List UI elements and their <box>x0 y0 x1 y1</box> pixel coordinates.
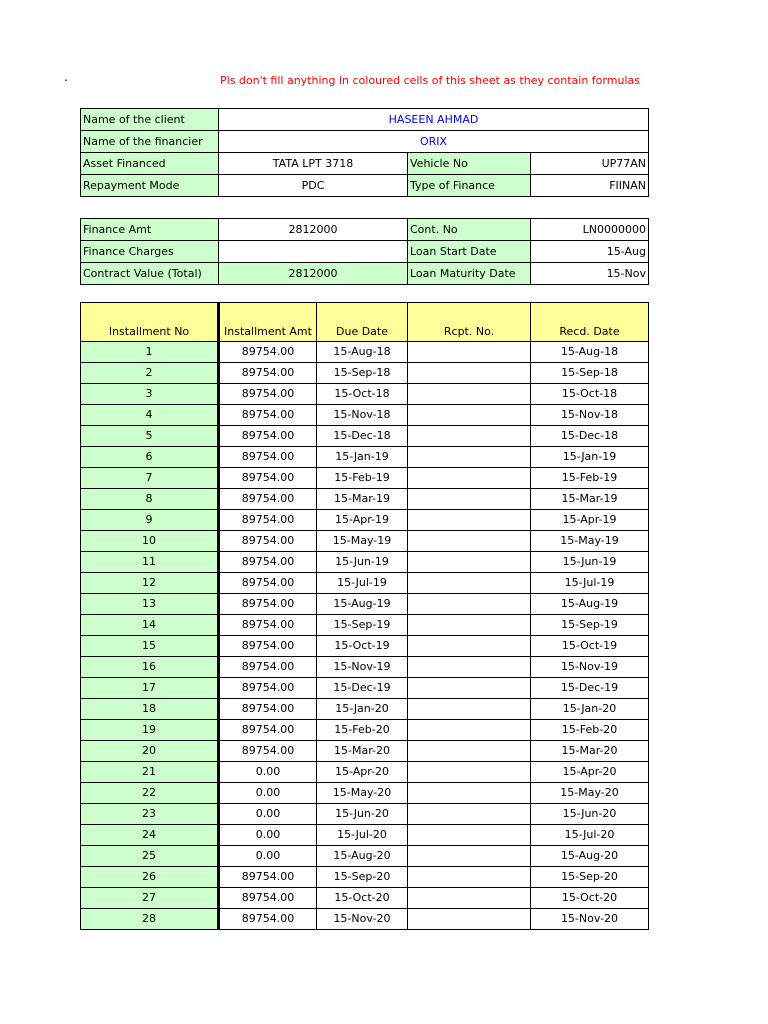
finance-charges-label: Finance Charges <box>81 241 219 263</box>
due-date-cell[interactable]: 15-Mar-20 <box>317 741 408 762</box>
installment-amt-cell[interactable]: 89754.00 <box>219 678 317 699</box>
repayment-row <box>81 175 649 197</box>
header-recd-date: Recd. Date <box>531 303 649 342</box>
repayment-label: Repayment Mode <box>81 175 219 197</box>
rcpt-no-cell[interactable] <box>408 867 531 888</box>
installment-amt-cell[interactable]: 0.00 <box>219 846 317 867</box>
rcpt-no-cell[interactable] <box>408 804 531 825</box>
loan-start-label: Loan Start Date <box>408 241 531 263</box>
loan-maturity-label: Loan Maturity Date <box>408 263 531 285</box>
recd-date-cell[interactable]: 15-Mar-19 <box>531 489 649 510</box>
contract-value-row <box>81 263 649 285</box>
installment-schedule-table <box>80 302 649 930</box>
asset-row <box>81 153 649 175</box>
table-row <box>81 699 649 720</box>
rcpt-no-cell[interactable] <box>408 363 531 384</box>
table-row <box>81 909 649 930</box>
installment-amt-cell[interactable]: 89754.00 <box>219 447 317 468</box>
table-row <box>81 531 649 552</box>
due-date-cell[interactable]: 15-Oct-20 <box>317 888 408 909</box>
installment-no-cell[interactable]: 12 <box>81 573 219 594</box>
recd-date-cell[interactable]: 15-Apr-20 <box>531 762 649 783</box>
recd-date-cell[interactable]: 15-Nov-18 <box>531 405 649 426</box>
recd-date-cell[interactable]: 15-Nov-20 <box>531 909 649 930</box>
table-row <box>81 489 649 510</box>
rcpt-no-cell[interactable] <box>408 657 531 678</box>
installment-no-cell[interactable]: 24 <box>81 825 219 846</box>
installment-amt-cell[interactable]: 89754.00 <box>219 552 317 573</box>
due-date-cell[interactable]: 15-Dec-18 <box>317 426 408 447</box>
installment-amt-cell[interactable]: 0.00 <box>219 825 317 846</box>
rcpt-no-cell[interactable] <box>408 615 531 636</box>
rcpt-no-cell[interactable] <box>408 846 531 867</box>
table-row <box>81 804 649 825</box>
installment-no-cell[interactable]: 28 <box>81 909 219 930</box>
due-date-cell[interactable]: 15-Jan-20 <box>317 699 408 720</box>
recd-date-cell[interactable]: 15-May-19 <box>531 531 649 552</box>
installment-amt-cell[interactable]: 89754.00 <box>219 741 317 762</box>
table-row <box>81 510 649 531</box>
recd-date-cell[interactable]: 15-Jan-19 <box>531 447 649 468</box>
due-date-cell[interactable]: 15-Dec-19 <box>317 678 408 699</box>
due-date-cell[interactable]: 15-Jul-19 <box>317 573 408 594</box>
rcpt-no-cell[interactable] <box>408 552 531 573</box>
installment-amt-cell[interactable]: 89754.00 <box>219 594 317 615</box>
installment-amt-cell[interactable]: 89754.00 <box>219 468 317 489</box>
recd-date-cell[interactable]: 15-Feb-19 <box>531 468 649 489</box>
recd-date-cell[interactable]: 15-Apr-19 <box>531 510 649 531</box>
recd-date-cell[interactable]: 15-Oct-18 <box>531 384 649 405</box>
due-date-cell[interactable]: 15-Aug-19 <box>317 594 408 615</box>
table-row <box>81 468 649 489</box>
rcpt-no-cell[interactable] <box>408 468 531 489</box>
rcpt-no-cell[interactable] <box>408 447 531 468</box>
recd-date-cell[interactable]: 15-May-20 <box>531 783 649 804</box>
table-row <box>81 762 649 783</box>
finance-summary-table <box>80 218 649 285</box>
client-row <box>81 109 649 131</box>
recd-date-cell[interactable]: 15-Oct-20 <box>531 888 649 909</box>
installment-no-cell[interactable]: 7 <box>81 468 219 489</box>
due-date-cell[interactable]: 15-Feb-19 <box>317 468 408 489</box>
installment-no-cell[interactable]: 4 <box>81 405 219 426</box>
recd-date-cell[interactable]: 15-Mar-20 <box>531 741 649 762</box>
contract-value-label: Contract Value (Total) <box>81 263 219 285</box>
rcpt-no-cell[interactable] <box>408 678 531 699</box>
installment-no-cell[interactable]: 15 <box>81 636 219 657</box>
installment-amt-cell[interactable]: 89754.00 <box>219 888 317 909</box>
rcpt-no-cell[interactable] <box>408 531 531 552</box>
installment-no-cell[interactable]: 21 <box>81 762 219 783</box>
due-date-cell[interactable]: 15-Mar-19 <box>317 489 408 510</box>
loan-maturity-value-cell[interactable]: 15-Nov <box>531 263 649 285</box>
due-date-cell[interactable]: 15-May-20 <box>317 783 408 804</box>
due-date-cell[interactable]: 15-Jun-20 <box>317 804 408 825</box>
table-row <box>81 447 649 468</box>
installment-amt-cell[interactable]: 89754.00 <box>219 384 317 405</box>
recd-date-cell[interactable]: 15-Dec-19 <box>531 678 649 699</box>
finance-amt-value-cell[interactable]: 2812000 <box>219 219 408 241</box>
installment-no-cell[interactable]: 2 <box>81 363 219 384</box>
installment-no-cell[interactable]: 8 <box>81 489 219 510</box>
rcpt-no-cell[interactable] <box>408 384 531 405</box>
recd-date-cell[interactable]: 15-Jul-20 <box>531 825 649 846</box>
installment-no-cell[interactable]: 3 <box>81 384 219 405</box>
header-rcpt-no: Rcpt. No. <box>408 303 531 342</box>
table-row <box>81 573 649 594</box>
loan-start-value-cell[interactable]: 15-Aug <box>531 241 649 263</box>
installment-no-cell[interactable]: 5 <box>81 426 219 447</box>
due-date-cell[interactable]: 15-Apr-19 <box>317 510 408 531</box>
table-row <box>81 363 649 384</box>
recd-date-cell[interactable]: 15-Jan-20 <box>531 699 649 720</box>
recd-date-cell[interactable]: 15-Oct-19 <box>531 636 649 657</box>
installment-no-cell[interactable]: 17 <box>81 678 219 699</box>
rcpt-no-cell[interactable] <box>408 342 531 363</box>
rcpt-no-cell[interactable] <box>408 594 531 615</box>
due-date-cell[interactable]: 15-Sep-18 <box>317 363 408 384</box>
installment-amt-cell[interactable]: 89754.00 <box>219 531 317 552</box>
rcpt-no-cell[interactable] <box>408 699 531 720</box>
recd-date-cell[interactable]: 15-Nov-19 <box>531 657 649 678</box>
installment-amt-cell[interactable]: 89754.00 <box>219 489 317 510</box>
installment-amt-cell[interactable]: 89754.00 <box>219 363 317 384</box>
rcpt-no-cell[interactable] <box>408 510 531 531</box>
contract-no-label: Cont. No <box>408 219 531 241</box>
installment-no-cell[interactable]: 19 <box>81 720 219 741</box>
table-row <box>81 783 649 804</box>
contract-no-value-cell[interactable]: LN0000000 <box>531 219 649 241</box>
rcpt-no-cell[interactable] <box>408 426 531 447</box>
table-row <box>81 720 649 741</box>
finance-charges-value-cell[interactable] <box>219 241 408 263</box>
due-date-cell[interactable]: 15-Sep-19 <box>317 615 408 636</box>
due-date-cell[interactable]: 15-Oct-19 <box>317 636 408 657</box>
rcpt-no-cell[interactable] <box>408 636 531 657</box>
due-date-cell[interactable]: 15-Nov-20 <box>317 909 408 930</box>
table-row <box>81 615 649 636</box>
installment-amt-cell[interactable]: 89754.00 <box>219 720 317 741</box>
installment-amt-cell[interactable]: 89754.00 <box>219 909 317 930</box>
finance-charges-row <box>81 241 649 263</box>
installment-no-cell[interactable]: 14 <box>81 615 219 636</box>
schedule-header-row <box>81 303 649 342</box>
table-row <box>81 741 649 762</box>
recd-date-cell[interactable]: 15-Dec-18 <box>531 426 649 447</box>
installment-amt-cell[interactable]: 89754.00 <box>219 573 317 594</box>
financier-row <box>81 131 649 153</box>
finance-type-label: Type of Finance <box>408 175 531 197</box>
due-date-cell[interactable]: 15-Apr-20 <box>317 762 408 783</box>
table-row <box>81 867 649 888</box>
rcpt-no-cell[interactable] <box>408 573 531 594</box>
rcpt-no-cell[interactable] <box>408 405 531 426</box>
recd-date-cell[interactable]: 15-Jul-19 <box>531 573 649 594</box>
finance-amt-label: Finance Amt <box>81 219 219 241</box>
client-label: Name of the client <box>81 109 219 131</box>
installment-amt-cell[interactable]: 0.00 <box>219 804 317 825</box>
installment-no-cell[interactable]: 16 <box>81 657 219 678</box>
installment-amt-cell[interactable]: 89754.00 <box>219 342 317 363</box>
recd-date-cell[interactable]: 15-Sep-20 <box>531 867 649 888</box>
installment-no-cell[interactable]: 18 <box>81 699 219 720</box>
header-installment-amt: Installment Amt <box>219 303 317 342</box>
installment-no-cell[interactable]: 1 <box>81 342 219 363</box>
rcpt-no-cell[interactable] <box>408 720 531 741</box>
formula-warning-notice: Pls don't fill anything in coloured cells of this sheet as they contain formulas <box>220 74 640 87</box>
table-row <box>81 888 649 909</box>
rcpt-no-cell[interactable] <box>408 909 531 930</box>
header-installment-no: Installment No <box>81 303 219 342</box>
table-row <box>81 846 649 867</box>
table-row <box>81 342 649 363</box>
table-row <box>81 552 649 573</box>
rcpt-no-cell[interactable] <box>408 489 531 510</box>
rcpt-no-cell[interactable] <box>408 888 531 909</box>
installment-amt-cell[interactable]: 89754.00 <box>219 657 317 678</box>
due-date-cell[interactable]: 15-Aug-18 <box>317 342 408 363</box>
installment-no-cell[interactable]: 26 <box>81 867 219 888</box>
installment-amt-cell[interactable]: 89754.00 <box>219 636 317 657</box>
header-due-date: Due Date <box>317 303 408 342</box>
due-date-cell[interactable]: 15-Oct-18 <box>317 384 408 405</box>
table-row <box>81 825 649 846</box>
vehicle-label: Vehicle No <box>408 153 531 175</box>
finance-type-value-cell[interactable]: FIINAN <box>531 175 649 197</box>
recd-date-cell[interactable]: 15-Aug-18 <box>531 342 649 363</box>
client-info-table <box>80 108 649 197</box>
rcpt-no-cell[interactable] <box>408 741 531 762</box>
table-row <box>81 405 649 426</box>
table-row <box>81 657 649 678</box>
table-row <box>81 384 649 405</box>
installment-amt-cell[interactable]: 89754.00 <box>219 405 317 426</box>
installment-no-cell[interactable]: 27 <box>81 888 219 909</box>
installment-no-cell[interactable]: 20 <box>81 741 219 762</box>
client-value-cell[interactable]: HASEEN AHMAD <box>219 109 649 131</box>
installment-amt-cell[interactable]: 0.00 <box>219 783 317 804</box>
financier-label: Name of the financier <box>81 131 219 153</box>
table-row <box>81 594 649 615</box>
due-date-cell[interactable]: 15-May-19 <box>317 531 408 552</box>
installment-amt-cell[interactable]: 0.00 <box>219 762 317 783</box>
recd-date-cell[interactable]: 15-Sep-18 <box>531 363 649 384</box>
financier-value-cell[interactable]: ORIX <box>219 131 649 153</box>
due-date-cell[interactable]: 15-Feb-20 <box>317 720 408 741</box>
installment-amt-cell[interactable]: 89754.00 <box>219 615 317 636</box>
installment-no-cell[interactable]: 23 <box>81 804 219 825</box>
installment-amt-cell[interactable]: 89754.00 <box>219 510 317 531</box>
recd-date-cell[interactable]: 15-Jun-20 <box>531 804 649 825</box>
due-date-cell[interactable]: 15-Jul-20 <box>317 825 408 846</box>
recd-date-cell[interactable]: 15-Jun-19 <box>531 552 649 573</box>
installment-no-cell[interactable]: 9 <box>81 510 219 531</box>
recd-date-cell[interactable]: 15-Sep-19 <box>531 615 649 636</box>
recd-date-cell[interactable]: 15-Feb-20 <box>531 720 649 741</box>
due-date-cell[interactable]: 15-Nov-18 <box>317 405 408 426</box>
table-row <box>81 636 649 657</box>
installment-no-cell[interactable]: 10 <box>81 531 219 552</box>
due-date-cell[interactable]: 15-Nov-19 <box>317 657 408 678</box>
installment-no-cell[interactable]: 25 <box>81 846 219 867</box>
recd-date-cell[interactable]: 15-Aug-19 <box>531 594 649 615</box>
table-row <box>81 678 649 699</box>
asset-value-cell[interactable]: TATA LPT 3718 <box>219 153 408 175</box>
recd-date-cell[interactable]: 15-Aug-20 <box>531 846 649 867</box>
stray-mark: . <box>64 70 68 84</box>
asset-label: Asset Financed <box>81 153 219 175</box>
installment-amt-cell[interactable]: 89754.00 <box>219 426 317 447</box>
schedule-body <box>81 342 649 930</box>
vehicle-value-cell[interactable]: UP77AN <box>531 153 649 175</box>
installment-no-cell[interactable]: 11 <box>81 552 219 573</box>
finance-amt-row <box>81 219 649 241</box>
repayment-value-cell[interactable]: PDC <box>219 175 408 197</box>
installment-no-cell[interactable]: 22 <box>81 783 219 804</box>
installment-amt-cell[interactable]: 89754.00 <box>219 699 317 720</box>
due-date-cell[interactable]: 15-Sep-20 <box>317 867 408 888</box>
installment-amt-cell[interactable]: 89754.00 <box>219 867 317 888</box>
installment-no-cell[interactable]: 6 <box>81 447 219 468</box>
due-date-cell[interactable]: 15-Jun-19 <box>317 552 408 573</box>
installment-no-cell[interactable]: 13 <box>81 594 219 615</box>
contract-value-cell[interactable]: 2812000 <box>219 263 408 285</box>
table-row <box>81 426 649 447</box>
rcpt-no-cell[interactable] <box>408 825 531 846</box>
due-date-cell[interactable]: 15-Aug-20 <box>317 846 408 867</box>
due-date-cell[interactable]: 15-Jan-19 <box>317 447 408 468</box>
rcpt-no-cell[interactable] <box>408 762 531 783</box>
rcpt-no-cell[interactable] <box>408 783 531 804</box>
